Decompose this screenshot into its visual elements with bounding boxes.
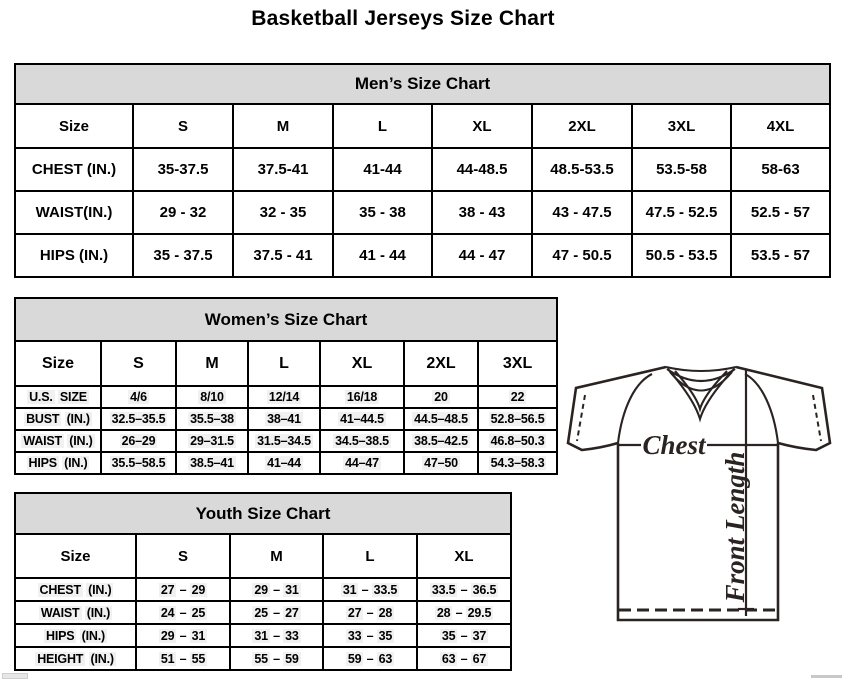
cell-token: – (460, 628, 468, 643)
row-label (15, 578, 136, 601)
value-cell (136, 578, 230, 601)
value-cell (230, 578, 323, 601)
row-label (15, 430, 101, 452)
value-cell (176, 386, 248, 408)
value-cell (417, 578, 511, 601)
cell-token: 46.8–50.3 (490, 434, 545, 448)
table-caption-row (15, 298, 557, 341)
value-cell (248, 452, 320, 474)
row-label (15, 647, 136, 670)
column-header-row (15, 341, 557, 386)
col-header-3xl: 3XL (478, 341, 557, 386)
cell-token: HEIGHT (37, 651, 84, 666)
value-cell (230, 601, 323, 624)
cell-token: CHEST (39, 582, 81, 597)
cell-token: 35.5–58.5 (111, 456, 166, 470)
row-label (15, 386, 101, 408)
value-cell (320, 430, 404, 452)
cell-token: 28 (436, 605, 451, 620)
value-cell: 41 - 44 (333, 234, 432, 277)
cell-token: 59 (347, 651, 362, 666)
table-row (15, 386, 557, 408)
cell-token: – (273, 582, 280, 597)
value-cell (404, 452, 478, 474)
jersey-left-cuff-dashes (577, 395, 585, 441)
table-row (15, 452, 557, 474)
column-header-row (15, 534, 511, 578)
cell-token: 27 (285, 605, 299, 620)
cell-token: 24 (160, 605, 175, 620)
row-label (15, 408, 101, 430)
cell-token: 63 (378, 651, 393, 666)
cell-token: 29 (254, 582, 268, 597)
col-header-l: L (323, 534, 417, 578)
cell-token: – (366, 651, 374, 666)
cell-token: 25 (254, 605, 268, 620)
cell-token: – (179, 628, 187, 643)
col-header-s: S (136, 534, 230, 578)
cell-token: 29.5 (467, 605, 492, 620)
cell-token: 51 (160, 651, 175, 666)
cell-token: – (273, 628, 280, 643)
col-header-2xl: 2XL (532, 104, 632, 148)
cell-token: – (273, 605, 280, 620)
col-header-xl: XL (432, 104, 532, 148)
jersey-measurement-diagram (556, 355, 843, 632)
cell-token: 35 (378, 628, 393, 643)
value-cell: 32 - 35 (233, 191, 333, 234)
col-header-4xl: 4XL (731, 104, 830, 148)
scrollbar-fragment-left (2, 673, 28, 679)
cell-token: 35 (441, 628, 456, 643)
value-cell (417, 647, 511, 670)
cell-token: 63 (441, 651, 456, 666)
cell-token: – (366, 605, 374, 620)
value-cell (323, 647, 417, 670)
value-cell: 47 - 50.5 (532, 234, 632, 277)
col-header-size: Size (15, 534, 136, 578)
youth-size-table (14, 492, 512, 671)
cell-token: – (273, 651, 280, 666)
cell-token: – (361, 582, 369, 597)
value-cell: 52.5 - 57 (731, 191, 830, 234)
cell-token: HIPS (46, 628, 75, 643)
value-cell: 41-44 (333, 148, 432, 191)
col-header-m: M (233, 104, 333, 148)
value-cell (320, 408, 404, 430)
cell-token: 27 (160, 582, 175, 597)
jersey-body-outline (618, 443, 778, 620)
cell-token: 25 (191, 605, 206, 620)
col-header-s: S (101, 341, 176, 386)
cell-token: HIPS (28, 456, 57, 470)
value-cell (248, 430, 320, 452)
col-header-l: L (248, 341, 320, 386)
cell-token: 41–44 (267, 456, 301, 470)
cell-token: U.S. (29, 390, 53, 404)
col-header-2xl: 2XL (404, 341, 478, 386)
size-table (14, 63, 831, 278)
col-header-l: L (333, 104, 432, 148)
row-label (15, 601, 136, 624)
cell-token: 31 (342, 582, 357, 597)
cell-token: – (179, 582, 187, 597)
col-header-xl: XL (417, 534, 511, 578)
cell-token: 67 (472, 651, 487, 666)
cell-token: 29 (160, 628, 175, 643)
table-row (15, 148, 830, 191)
cell-token: 27 (347, 605, 362, 620)
value-cell (478, 408, 557, 430)
table-row (15, 624, 511, 647)
cell-token: 26–29 (121, 434, 156, 448)
cell-token: (IN.) (81, 628, 105, 643)
value-cell: 47.5 - 52.5 (632, 191, 731, 234)
cell-token: 12/14 (268, 390, 300, 404)
cell-token: 16/18 (346, 390, 378, 404)
cell-token: (IN.) (90, 651, 114, 666)
row-label: WAIST(IN.) (15, 191, 133, 234)
value-cell (101, 430, 176, 452)
value-cell (248, 386, 320, 408)
value-cell: 44 - 47 (432, 234, 532, 277)
cell-token: 31 (285, 582, 299, 597)
value-cell (478, 452, 557, 474)
value-cell: 44-48.5 (432, 148, 532, 191)
cell-token: 59 (285, 651, 299, 666)
mens-size-table (14, 63, 831, 278)
cell-token: 31 (191, 628, 206, 643)
value-cell (136, 624, 230, 647)
table-caption: Youth Size Chart (15, 493, 511, 534)
value-cell: 48.5-53.5 (532, 148, 632, 191)
cell-token: 29–31.5 (190, 434, 234, 448)
cell-token: 33 (285, 628, 299, 643)
value-cell (230, 624, 323, 647)
cell-token: WAIST (40, 605, 80, 620)
col-header-3xl: 3XL (632, 104, 731, 148)
value-cell: 29 - 32 (133, 191, 233, 234)
value-cell (323, 578, 417, 601)
cell-token: 33.5 (373, 582, 398, 597)
size-table (14, 297, 558, 475)
value-cell: 43 - 47.5 (532, 191, 632, 234)
cell-token: 52.8–56.5 (490, 412, 545, 426)
jersey-right-armhole-seam (745, 374, 778, 443)
cell-token: 20 (434, 390, 448, 404)
cell-token: (IN.) (64, 456, 88, 470)
chest-label: Chest (642, 430, 706, 460)
value-cell (404, 430, 478, 452)
cell-token: SIZE (59, 390, 87, 404)
table-row (15, 647, 511, 670)
value-cell (320, 452, 404, 474)
value-cell (230, 647, 323, 670)
jersey-collar-top (666, 367, 736, 371)
size-table (14, 492, 512, 671)
cell-token: 33.5 (431, 582, 456, 597)
cell-token: 8/10 (200, 390, 224, 404)
cell-token: 31.5–34.5 (257, 434, 311, 448)
row-label: HIPS (IN.) (15, 234, 133, 277)
value-cell: 35-37.5 (133, 148, 233, 191)
table-row (15, 408, 557, 430)
table-caption-row (15, 64, 830, 104)
front-length-label: Front Length (720, 451, 750, 603)
value-cell (176, 452, 248, 474)
cell-token: 47–50 (424, 456, 458, 470)
value-cell (176, 430, 248, 452)
value-cell (176, 408, 248, 430)
value-cell (136, 647, 230, 670)
col-header-xl: XL (320, 341, 404, 386)
cell-token: 4/6 (130, 390, 147, 404)
cell-token: 22 (510, 390, 525, 404)
col-header-s: S (133, 104, 233, 148)
cell-token: 29 (191, 582, 206, 597)
cell-token: – (179, 651, 187, 666)
cell-token: (IN.) (86, 605, 111, 620)
value-cell: 53.5 - 57 (731, 234, 830, 277)
value-cell (404, 408, 478, 430)
value-cell (101, 386, 176, 408)
jersey-right-cuff-dashes (813, 395, 821, 441)
cell-token: 28 (378, 605, 393, 620)
cell-token: 32.5–35.5 (111, 412, 166, 426)
column-header-row (15, 104, 830, 148)
cell-token: 36.5 (472, 582, 497, 597)
cell-token: 35.5–38 (190, 412, 234, 426)
value-cell (323, 624, 417, 647)
cell-token: 38.5–42.5 (414, 434, 468, 448)
cell-token: – (460, 651, 468, 666)
value-cell (248, 408, 320, 430)
cell-token: 38–41 (267, 412, 301, 426)
page-title: Basketball Jerseys Size Chart (251, 7, 555, 30)
cell-token: BUST (26, 412, 60, 426)
row-label (15, 624, 136, 647)
cell-token: 44–47 (345, 456, 379, 470)
value-cell: 58-63 (731, 148, 830, 191)
value-cell: 37.5 - 41 (233, 234, 333, 277)
table-row (15, 601, 511, 624)
value-cell (417, 624, 511, 647)
cell-token: (IN.) (88, 582, 112, 597)
table-row (15, 430, 557, 452)
col-header-size: Size (15, 341, 101, 386)
womens-size-table (14, 297, 558, 475)
table-row (15, 234, 830, 277)
col-header-size: Size (15, 104, 133, 148)
scrollbar-fragment-right (811, 675, 842, 678)
table-row (15, 578, 511, 601)
cell-token: – (179, 605, 187, 620)
cell-token: 55 (254, 651, 268, 666)
value-cell (478, 386, 557, 408)
value-cell (101, 408, 176, 430)
cell-token: 31 (254, 628, 268, 643)
row-label: CHEST (IN.) (15, 148, 133, 191)
table-caption: Women’s Size Chart (15, 298, 557, 341)
value-cell: 35 - 38 (333, 191, 432, 234)
cell-token: 41–44.5 (340, 412, 384, 426)
value-cell (478, 430, 557, 452)
cell-token: – (460, 582, 468, 597)
table-row (15, 191, 830, 234)
value-cell: 37.5-41 (233, 148, 333, 191)
cell-token: WAIST (23, 434, 62, 448)
cell-token: 38.5–41 (190, 456, 234, 470)
value-cell (136, 601, 230, 624)
value-cell (417, 601, 511, 624)
value-cell (320, 386, 404, 408)
value-cell (404, 386, 478, 408)
cell-token: 44.5–48.5 (414, 412, 468, 426)
cell-token: (IN.) (69, 434, 93, 448)
table-caption-row (15, 493, 511, 534)
col-header-m: M (230, 534, 323, 578)
col-header-m: M (176, 341, 248, 386)
value-cell (101, 452, 176, 474)
cell-token: (IN.) (66, 412, 90, 426)
value-cell: 35 - 37.5 (133, 234, 233, 277)
cell-token: 34.5–38.5 (335, 434, 389, 448)
value-cell (323, 601, 417, 624)
value-cell: 38 - 43 (432, 191, 532, 234)
cell-token: – (366, 628, 374, 643)
cell-token: 54.3–58.3 (490, 456, 545, 470)
value-cell: 50.5 - 53.5 (632, 234, 731, 277)
table-caption: Men’s Size Chart (15, 64, 830, 104)
cell-token: 55 (191, 651, 206, 666)
cell-token: 37 (472, 628, 487, 643)
row-label (15, 452, 101, 474)
cell-token: 33 (347, 628, 362, 643)
value-cell: 53.5-58 (632, 148, 731, 191)
cell-token: – (455, 605, 463, 620)
